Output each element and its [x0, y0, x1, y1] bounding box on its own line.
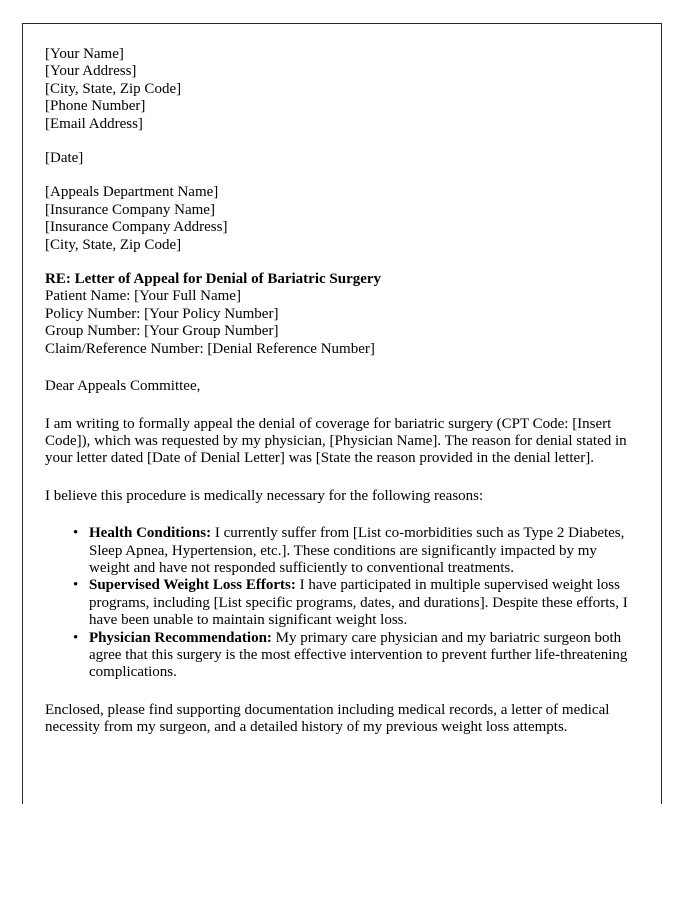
date-block	[45, 150, 629, 167]
sender-address-block	[45, 46, 629, 133]
spacer	[45, 133, 629, 150]
spacer	[45, 167, 629, 184]
reference-line-group-number: Group Number: [Your Group Number]	[45, 323, 279, 340]
re-subject-line: RE: Letter of Appeal for Denial of Bariatric Surgery	[45, 271, 382, 288]
list-item-heading: Supervised Weight Loss Efforts:	[89, 577, 296, 594]
reference-line-policy-number: Policy Number: [Your Policy Number]	[45, 305, 279, 322]
letter-body	[45, 46, 629, 737]
list-item-text: My primary care physician and my bariatric surgeon both agree that this surgery is the most effective intervention to prevent further life-threatening complications.	[89, 629, 628, 681]
sender-line: [Your Name]	[45, 46, 124, 62]
reasons-intro-paragraph: I believe this procedure is medically necessary for the following reasons:	[45, 487, 484, 504]
recipient-line: [Insurance Company Address]	[45, 219, 228, 236]
recipient-line: [Appeals Department Name]	[45, 184, 219, 201]
recipient-line: [City, State, Zip Code]	[45, 236, 182, 253]
letter-page	[22, 23, 662, 804]
list-item-heading: Health Conditions:	[89, 525, 212, 542]
spacer	[45, 358, 629, 378]
spacer	[45, 505, 629, 525]
recipient-line: [Insurance Company Name]	[45, 201, 215, 218]
subject-reference-block	[45, 271, 629, 358]
sender-line: [Your Address]	[45, 63, 137, 80]
spacer	[45, 396, 629, 416]
list-item-text: I currently suffer from [List co-morbidities such as Type 2 Diabetes, Sleep Apnea, Hypertension, etc.]. These conditions are significantly impacted by my weight and have not responded sufficiently to conventional treatments.	[89, 525, 625, 576]
enclosure-paragraph: Enclosed, please find supporting documentation including medical records, a letter of medical necessity from my surgeon, and a detailed history of my previous weight loss attempts.	[45, 701, 610, 736]
sender-line: [Phone Number]	[45, 98, 146, 115]
list-item	[45, 525, 629, 577]
reference-line-claim-number: Claim/Reference Number: [Denial Reference Number]	[45, 340, 375, 357]
list-item-heading: Physician Recommendation:	[89, 629, 272, 646]
reasons-list	[45, 525, 629, 682]
spacer	[45, 682, 629, 702]
salutation: Dear Appeals Committee,	[45, 378, 201, 395]
recipient-address-block	[45, 184, 629, 254]
sender-line: [Email Address]	[45, 115, 143, 132]
date-line: [Date]	[45, 150, 84, 167]
reference-line-patient-name: Patient Name: [Your Full Name]	[45, 288, 241, 305]
spacer	[45, 468, 629, 488]
list-item	[45, 630, 629, 682]
sender-line: [City, State, Zip Code]	[45, 80, 182, 97]
opening-paragraph: I am writing to formally appeal the denial of coverage for bariatric surgery (CPT Code: [Insert Code]), which was requested by my physician, [Physician Name]. The reason for denial stated in your letter dated [Date of Denial Letter] was [State the reason provided in the denial letter].	[45, 415, 627, 467]
spacer	[45, 254, 629, 271]
list-item	[45, 577, 629, 629]
list-item-text: I have participated in multiple supervised weight loss programs, including [List specific programs, dates, and durations]. Despite these efforts, I have been unable to maintain significant weight loss.	[89, 577, 628, 629]
